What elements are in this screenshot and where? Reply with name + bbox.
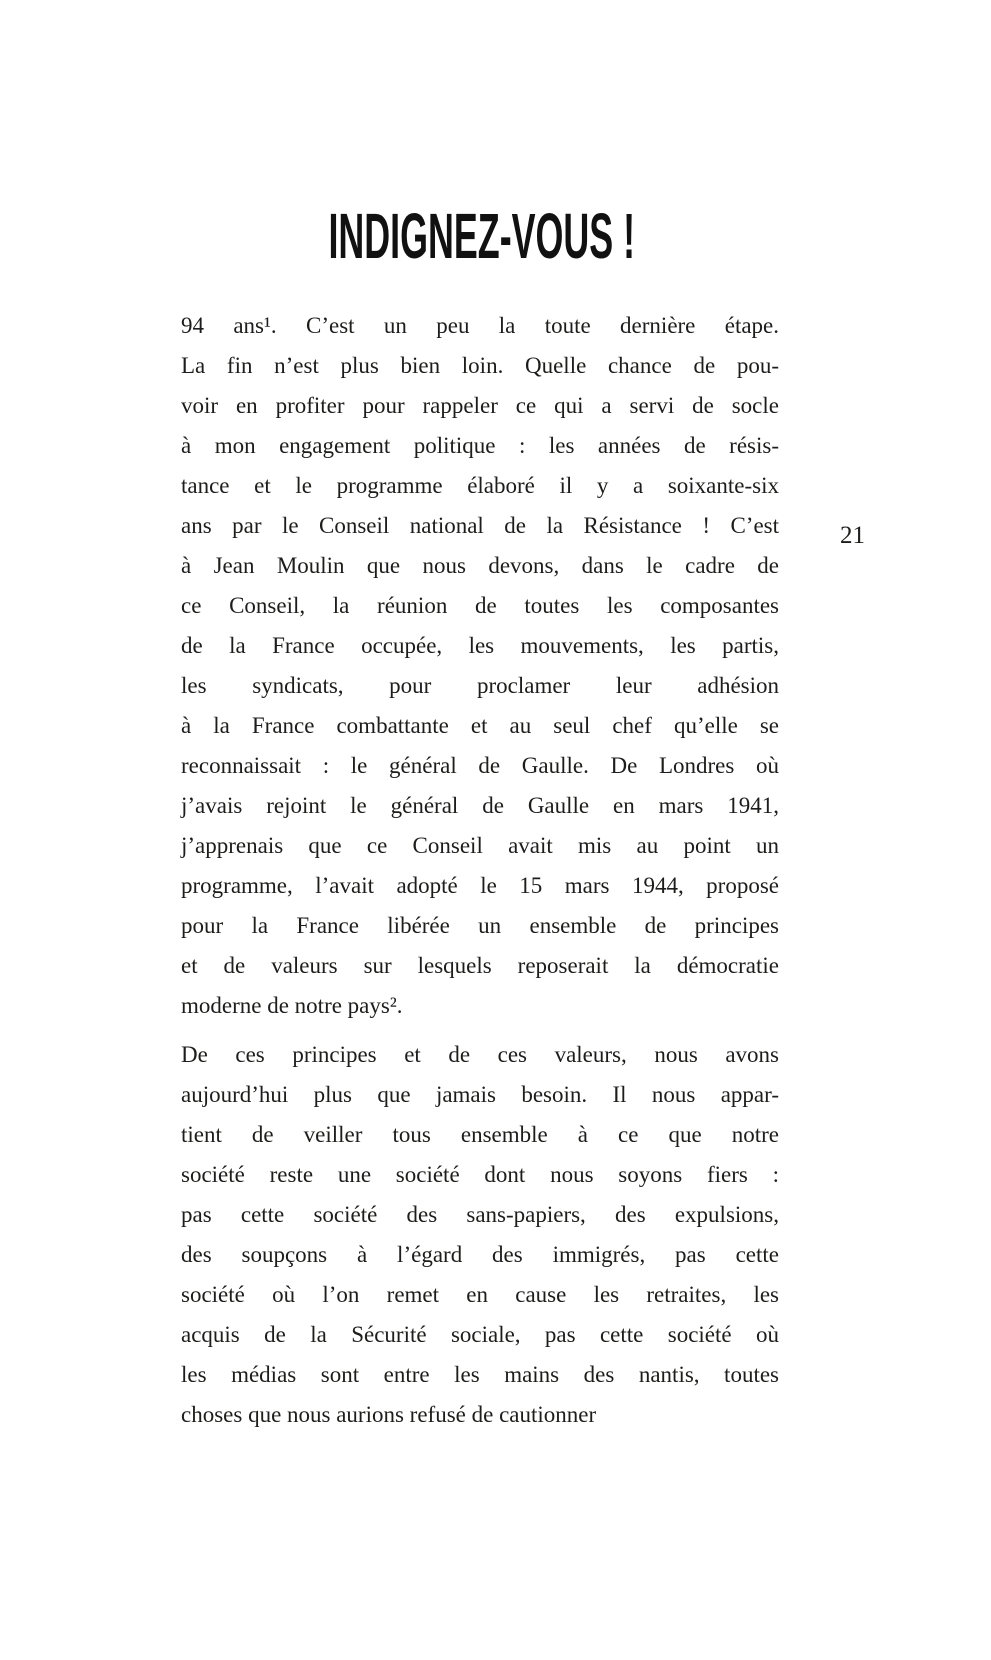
text-line: les médias sont entre les mains des nantis, toutes xyxy=(181,1362,779,1387)
text-line: à la France combattante et au seul chef qu’elle se xyxy=(181,713,779,738)
text-line: société où l’on remet en cause les retraites, les xyxy=(181,1282,779,1307)
text-line: 94 ans¹. C’est un peu la toute dernière étape. xyxy=(181,313,779,338)
paragraph xyxy=(181,1035,779,1435)
text-line: La fin n’est plus bien loin. Quelle chance de pou- xyxy=(181,353,779,378)
text-line: choses que nous aurions refusé de cautionner xyxy=(181,1402,597,1427)
text-line: reconnaissait : le général de Gaulle. De Londres où xyxy=(181,753,779,778)
chapter-title: INDIGNEZ-VOUS ! xyxy=(328,200,635,272)
text-line: acquis de la Sécurité sociale, pas cette société où xyxy=(181,1322,779,1347)
text-line: pas cette société des sans-papiers, des expulsions, xyxy=(181,1202,779,1227)
text-line: de la France occupée, les mouvements, les partis, xyxy=(181,633,779,658)
text-line: programme, l’avait adopté le 15 mars 1944, proposé xyxy=(181,873,779,898)
text-line: ce Conseil, la réunion de toutes les composantes xyxy=(181,593,779,618)
text-line: ans par le Conseil national de la Résistance ! C’est xyxy=(181,513,779,538)
text-line: moderne de notre pays². xyxy=(181,993,403,1018)
text-line: société reste une société dont nous soyons fiers : xyxy=(181,1162,779,1187)
text-line: tient de veiller tous ensemble à ce que notre xyxy=(181,1122,779,1147)
text-line: tance et le programme élaboré il y a soixante-six xyxy=(181,473,779,498)
text-line: j’apprenais que ce Conseil avait mis au point un xyxy=(181,833,779,858)
text-line: De ces principes et de ces valeurs, nous avons xyxy=(181,1042,779,1067)
text-line: voir en profiter pour rappeler ce qui a servi de socle xyxy=(181,393,779,418)
text-line: aujourd’hui plus que jamais besoin. Il nous appar- xyxy=(181,1082,779,1107)
title-wrap xyxy=(0,200,977,272)
text-line: et de valeurs sur lesquels reposerait la démocratie xyxy=(181,953,779,978)
text-line: des soupçons à l’égard des immigrés, pas cette xyxy=(181,1242,779,1267)
body-text xyxy=(181,306,779,1435)
text-line: les syndicats, pour proclamer leur adhésion xyxy=(181,673,779,698)
paragraph xyxy=(181,306,779,1026)
text-line: pour la France libérée un ensemble de principes xyxy=(181,913,779,938)
text-line: à Jean Moulin que nous devons, dans le cadre de xyxy=(181,553,779,578)
page-number: 21 xyxy=(840,522,865,549)
text-line: j’avais rejoint le général de Gaulle en mars 1941, xyxy=(181,793,779,818)
text-line: à mon engagement politique : les années de résis- xyxy=(181,433,779,458)
